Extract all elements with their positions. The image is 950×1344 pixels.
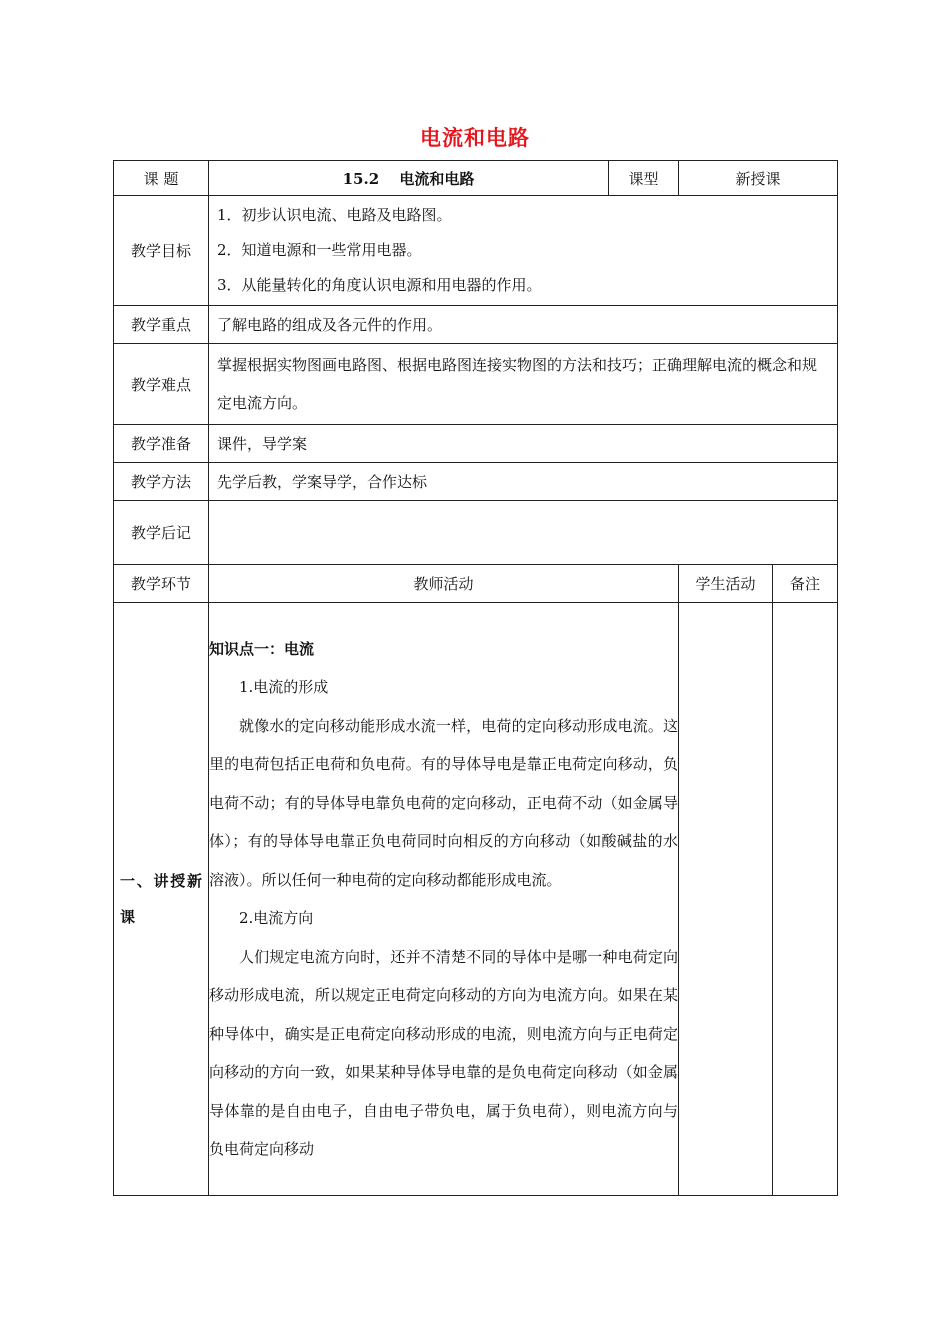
goal-item: 2．知道电源和一些常用电器。 <box>217 241 422 259</box>
key-points-row <box>114 306 838 344</box>
goals-row <box>114 196 838 306</box>
method-value: 先学后教，学案导学，合作达标 <box>209 463 838 501</box>
teacher-activity-cell <box>209 603 679 1196</box>
reflection-label: 教学后记 <box>114 501 209 565</box>
goals-label: 教学目标 <box>114 196 209 306</box>
student-activity-cell <box>679 603 773 1196</box>
type-value: 新授课 <box>679 161 838 196</box>
topic-value: 15.2 电流和电路 <box>209 161 609 196</box>
method-label: 教学方法 <box>114 463 209 501</box>
teacher-activity-header: 教师活动 <box>209 565 679 603</box>
difficulties-row <box>114 344 838 425</box>
topic-row <box>114 161 838 196</box>
goal-item: 1．初步认识电流、电路及电路图。 <box>217 206 452 224</box>
knowledge-point-heading: 知识点一：电流 <box>209 639 315 658</box>
stage-title: 一、讲授新课 <box>120 872 202 926</box>
subheading: 2.电流方向 <box>239 909 314 927</box>
type-label: 课型 <box>609 161 679 196</box>
stage-header: 教学环节 <box>114 565 209 603</box>
goal-item: 3．从能量转化的角度认识电源和用电器的作用。 <box>217 276 542 294</box>
notes-cell <box>773 603 838 1196</box>
paragraph: 就像水的定向移动能形成水流一样，电荷的定向移动形成电流。这里的电荷包括正电荷和负电荷。有的导体导电是靠正电荷定向移动，负电荷不动；有的导体导电靠负电荷的定向移动，正电荷不动（如金属导体）；有的导体导电靠正负电荷同时向相反的方向移动（如酸碱盐的水溶液）。所以任何一种电荷的定向移动都能形成电流。 <box>209 716 679 889</box>
key-points-value: 了解电路的组成及各元件的作用。 <box>209 306 838 344</box>
reflection-row <box>114 501 838 565</box>
lesson-plan-table <box>113 160 838 1196</box>
method-row <box>114 463 838 501</box>
preparation-label: 教学准备 <box>114 425 209 463</box>
stage-cell <box>114 603 209 1196</box>
document-title: 电流和电路 <box>420 125 530 150</box>
process-header-row <box>114 565 838 603</box>
teaching-row <box>114 603 838 1196</box>
topic-label: 课 题 <box>114 161 209 196</box>
difficulties-value: 掌握根据实物图画电路图、根据电路图连接实物图的方法和技巧；正确理解电流的概念和规定电流方向。 <box>209 344 838 425</box>
goals-content <box>209 196 838 306</box>
reflection-value <box>209 501 838 565</box>
notes-header: 备注 <box>773 565 838 603</box>
subheading: 1.电流的形成 <box>239 678 329 696</box>
difficulties-label: 教学难点 <box>114 344 209 425</box>
preparation-row <box>114 425 838 463</box>
key-points-label: 教学重点 <box>114 306 209 344</box>
paragraph: 人们规定电流方向时，还并不清楚不同的导体中是哪一种电荷定向移动形成电流，所以规定正电荷定向移动的方向为电流方向。如果在某种导体中，确实是正电荷定向移动形成的电流，则电流方向与正电荷定向移动的方向一致，如果某种导体导电靠的是负电荷定向移动（如金属导体靠的是自由电子，自由电子带负电，属于负电荷），则电流方向与负电荷定向移动 <box>209 947 679 1158</box>
preparation-value: 课件，导学案 <box>209 425 838 463</box>
student-activity-header: 学生活动 <box>679 565 773 603</box>
